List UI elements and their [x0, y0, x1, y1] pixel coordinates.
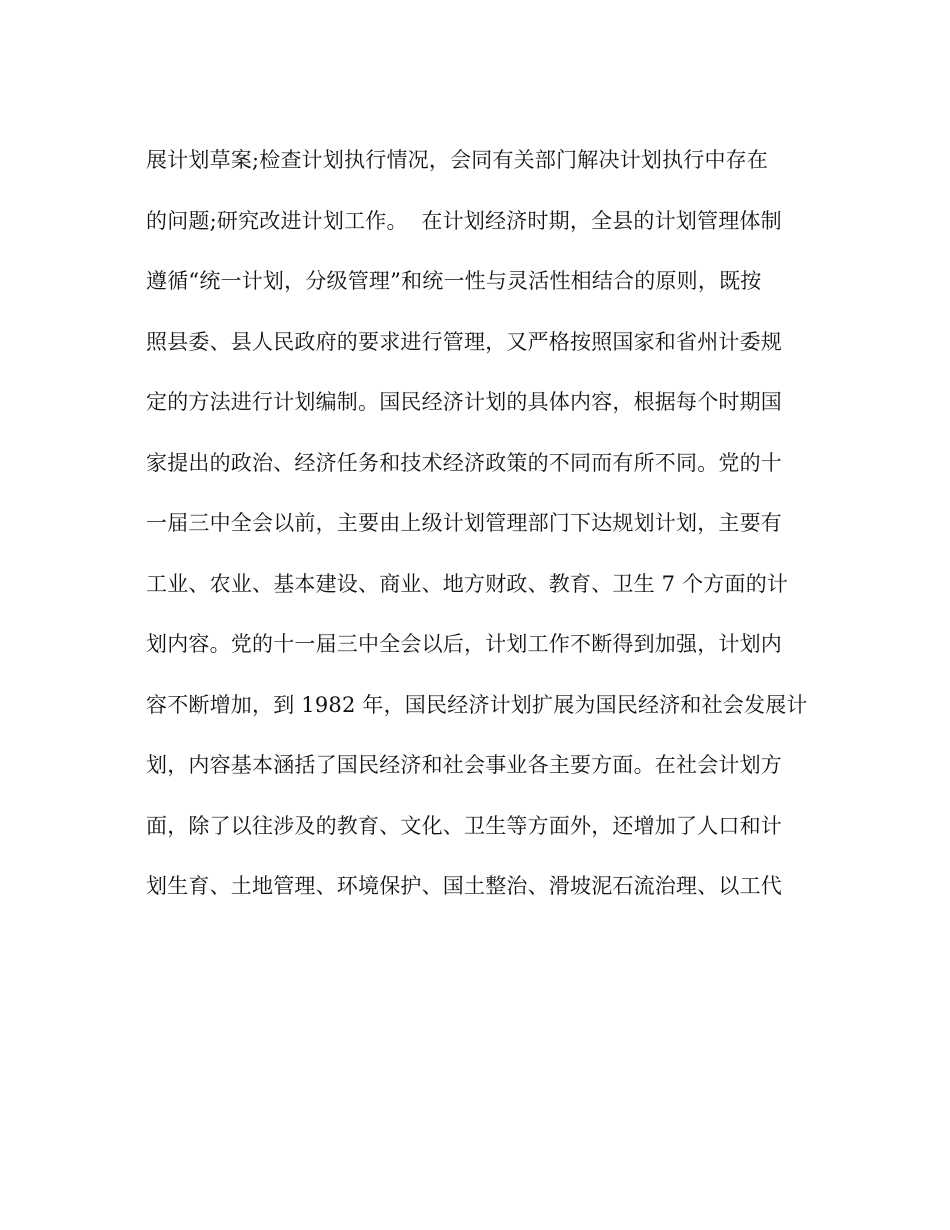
text-line-4: 照县委、县人民政府的要求进行管理，又严格按照国家和省州计委规	[146, 329, 782, 354]
text-line-11: 划，内容基本涵括了国民经济和社会事业各主要方面。在社会计划方	[146, 753, 782, 777]
text-line-7: 一届三中全会以前，主要由上级计划管理部门下达规划计划，主要有	[146, 511, 782, 535]
text-line-6: 家提出的政治、经济任务和技术经济政策的不同而有所不同。党的十	[146, 450, 782, 475]
text-line-1: 展计划草案;检查计划执行情况，会同有关部门解决计划执行中存在	[146, 148, 769, 172]
text-line-10: 容不断增加，到 1982 年，国民经济计划扩展为国民经济和社会发展计	[146, 692, 808, 717]
text-line-2: 的问题;研究改进计划工作。 在计划经济时期，全县的计划管理体制	[146, 208, 782, 233]
text-line-8: 工业、农业、基本建设、商业、地方财政、教育、卫生 7 个方面的计	[146, 571, 789, 596]
body-text	[146, 137, 816, 924]
text-line-5: 定的方法进行计划编制。国民经济计划的具体内容，根据每个时期国	[146, 390, 782, 414]
text-line-3: 遵循“统一计划，分级管理”和统一性与灵活性相结合的原则，既按	[146, 269, 762, 293]
text-line-12: 面，除了以往涉及的教育、文化、卫生等方面外，还增加了人口和计	[146, 813, 782, 838]
text-line-13: 划生育、土地管理、环境保护、国土整治、滑坡泥石流治理、以工代	[146, 874, 782, 898]
text-line-9: 划内容。党的十一届三中全会以后，计划工作不断得到加强，计划内	[146, 632, 782, 656]
